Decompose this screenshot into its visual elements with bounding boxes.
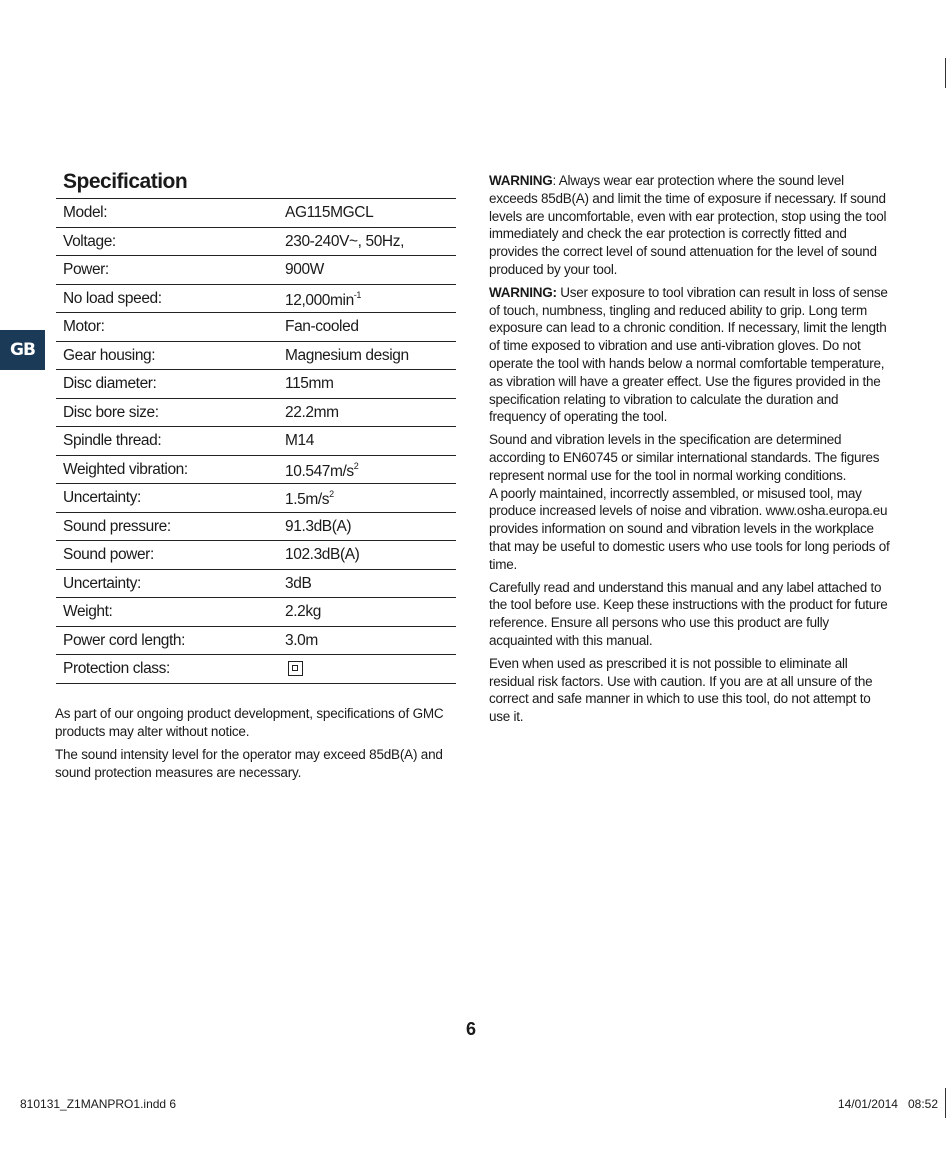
class-ii-icon: [288, 661, 303, 676]
spec-label: Sound power:: [63, 546, 154, 563]
warning-label: WARNING: [489, 173, 553, 188]
spec-value: [285, 461, 358, 481]
spec-label: Power:: [63, 261, 109, 278]
crop-mark-bottom: [945, 1088, 946, 1118]
spec-row: [56, 228, 456, 257]
spec-notes: [55, 705, 455, 787]
spec-value: [285, 375, 334, 393]
spec-value-text: 91.3dB(A): [285, 517, 352, 535]
spec-value: [285, 489, 334, 509]
spec-value: [285, 233, 404, 251]
spec-label: Weighted vibration:: [63, 460, 188, 478]
spec-value: [285, 290, 361, 310]
spec-value: [285, 318, 359, 336]
spec-value-text: Fan-cooled: [285, 318, 359, 335]
spec-title: Specification: [63, 170, 188, 193]
spec-value-text: 1.5m/s: [285, 491, 330, 508]
spec-label: Disc diameter:: [63, 375, 157, 392]
spec-row: [56, 370, 456, 399]
spec-label: Power cord length:: [63, 631, 186, 649]
spec-value-text: 3dB: [285, 574, 312, 592]
spec-label: No load speed:: [63, 289, 162, 307]
spec-value-text: Magnesium design: [285, 346, 409, 364]
spec-value: [285, 432, 314, 450]
maintenance-paragraph: A poorly maintained, incorrectly assembled, or misused tool, may produce increased levels of noise and vibration. www.osha.europa.eu provides information on sound and vibration levels in the workplace that may be useful to domestic users who use tools for long periods of time.: [489, 485, 890, 572]
spec-row: [56, 399, 456, 428]
spec-row: [56, 570, 456, 599]
spec-value: [285, 204, 373, 222]
levels-paragraph: Sound and vibration levels in the specification are determined according to EN60745 or similar international standards. The figures represent normal use for the tool in normal working conditions.: [489, 432, 880, 483]
spec-value: [285, 603, 321, 621]
warning-label: WARNING:: [489, 284, 557, 300]
spec-label: Protection class:: [63, 660, 170, 677]
spec-value-text: AG115MGCL: [285, 204, 374, 221]
spec-value-superscript: 2: [329, 489, 334, 499]
spec-value: [285, 632, 318, 650]
crop-mark-top: [945, 58, 946, 88]
spec-value: [285, 518, 351, 536]
spec-label: Disc bore size:: [63, 403, 159, 421]
sound-note: The sound intensity level for the operator may exceed 85dB(A) and sound protection measures are necessary.: [55, 747, 443, 780]
spec-row: [56, 427, 456, 456]
spec-value-text: 22.2mm: [285, 403, 339, 421]
spec-value-text: 3.0m: [285, 631, 318, 649]
spec-row: [56, 513, 456, 542]
spec-value-text: 2.2kg: [285, 603, 321, 620]
footer-timestamp: 14/01/2014 08:52: [837, 1097, 938, 1111]
spec-table: [56, 198, 456, 684]
spec-row: [56, 456, 456, 485]
spec-value-text: 230-240V~, 50Hz,: [285, 232, 404, 250]
ear-protection-warning: WARNING: Always wear ear protection where the sound level exceeds 85dB(A) and limit the time of exposure if necessary. If sound levels are uncomfortable, even with ear protection, stop using the tool immediately and check the ear protection is correctly fitted and provides the correct level of sound attenuation for the level of sound produced by your tool.: [489, 173, 887, 277]
spec-value: [285, 546, 359, 564]
spec-value-text: 102.3dB(A): [285, 546, 360, 563]
spec-value-superscript: 2: [353, 460, 359, 471]
spec-value-superscript: -1: [353, 289, 361, 300]
spec-row: [56, 313, 456, 342]
spec-label: Voltage:: [63, 232, 116, 250]
spec-row: [56, 541, 456, 570]
spec-row: [56, 627, 456, 656]
spec-row: [56, 655, 456, 684]
vibration-warning: WARNING: User exposure to tool vibration can result in loss of sense of touch, numbness, tingling and reduced ability to grip. Long term exposure can lead to a chronic condition. If necessary, limit the length of time exposed to vibration and use anti-vibration gloves. Do not operate the tool with hands below a normal comfortable temperature, as vibration will have a greater effect. Use the figures provided in the specification relating to vibration to calculate the duration and frequency of operating the tool.: [489, 284, 888, 425]
spec-row: [56, 285, 456, 314]
spec-value: [285, 261, 324, 279]
spec-value: [285, 575, 311, 593]
spec-note: As part of our ongoing product development, specifications of GMC products may alter without notice.: [55, 706, 444, 739]
spec-value: [285, 660, 303, 680]
spec-label: Gear housing:: [63, 346, 156, 364]
page-number: 6: [466, 1019, 477, 1039]
manual-paragraph: Carefully read and understand this manual and any label attached to the tool before use. Keep these instructions with the product for future reference. Ensure all persons who use this product are fully acquainted with this manual.: [489, 579, 888, 648]
spec-label: Weight:: [63, 603, 113, 620]
language-tab: GB: [0, 330, 45, 370]
spec-row: [56, 342, 456, 371]
spec-value-text: 10.547m/s: [285, 462, 354, 480]
spec-value-text: 115mm: [285, 375, 334, 392]
spec-label: Motor:: [63, 318, 105, 335]
spec-value: [285, 347, 409, 365]
residual-risk-paragraph: Even when used as prescribed it is not possible to eliminate all residual risk factors. Use with caution. If you are at all unsure of the correct and safe manner in which to use this tool, do not attempt to use it.: [489, 655, 873, 725]
spec-label: Uncertainty:: [63, 574, 141, 592]
spec-row: [56, 199, 456, 228]
spec-value-text: M14: [285, 432, 314, 449]
spec-label: Sound pressure:: [63, 517, 171, 535]
footer-filename: 810131_Z1MANPRO1.indd 6: [20, 1097, 177, 1111]
spec-label: Model:: [63, 204, 108, 221]
spec-label: Uncertainty:: [63, 489, 141, 506]
safety-text: [489, 172, 894, 731]
spec-row: [56, 256, 456, 285]
spec-value: [285, 404, 339, 422]
spec-row: [56, 484, 456, 513]
spec-row: [56, 598, 456, 627]
spec-value-text: 12,000min: [285, 291, 354, 309]
spec-label: Spindle thread:: [63, 432, 162, 449]
spec-value-text: 900W: [285, 261, 324, 278]
